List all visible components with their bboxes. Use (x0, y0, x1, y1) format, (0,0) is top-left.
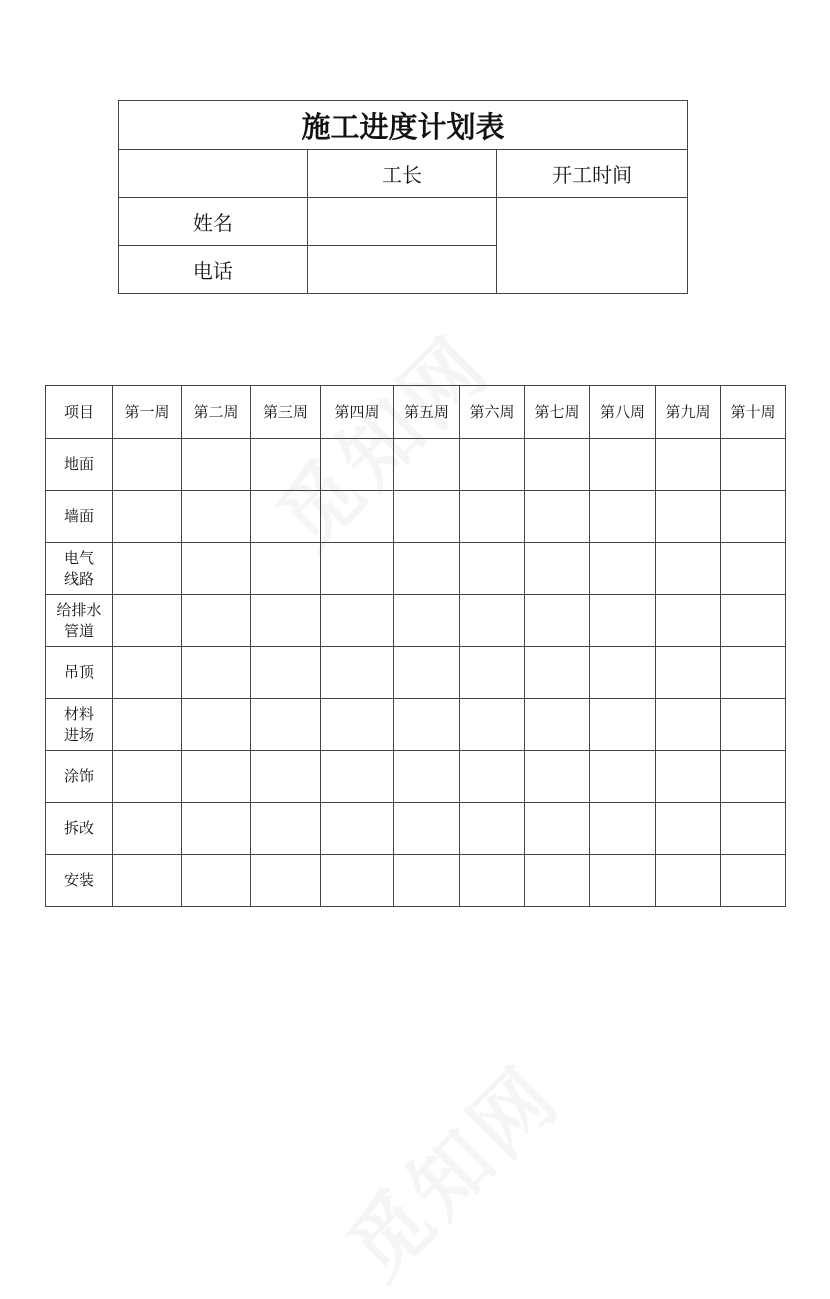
schedule-cell[interactable] (394, 439, 460, 491)
schedule-cell[interactable] (590, 751, 656, 803)
blank-cell[interactable] (119, 150, 308, 198)
schedule-cell[interactable] (656, 699, 721, 751)
schedule-cell[interactable] (590, 647, 656, 699)
schedule-cell[interactable] (525, 803, 590, 855)
item-label (46, 855, 113, 907)
schedule-cell[interactable] (460, 751, 525, 803)
schedule-cell[interactable] (656, 751, 721, 803)
schedule-cell[interactable] (251, 491, 321, 543)
foreman-label: 工长 (307, 150, 497, 198)
schedule-cell[interactable] (113, 647, 182, 699)
name-label: 姓名 (119, 198, 308, 246)
schedule-cell[interactable] (321, 855, 394, 907)
table-row (46, 491, 786, 543)
schedule-cell[interactable] (460, 803, 525, 855)
schedule-cell[interactable] (321, 543, 394, 595)
item-label-line: 吊顶 (63, 663, 94, 681)
schedule-cell[interactable] (656, 803, 721, 855)
schedule-cell[interactable] (113, 439, 182, 491)
schedule-cell[interactable] (460, 491, 525, 543)
item-label (46, 803, 113, 855)
item-label (46, 543, 113, 595)
item-label-line: 材料 (63, 704, 94, 723)
table-row (46, 439, 786, 491)
schedule-cell[interactable] (394, 491, 460, 543)
schedule-cell[interactable] (251, 803, 321, 855)
item-label-line: 管道 (63, 621, 94, 640)
schedule-cell[interactable] (394, 543, 460, 595)
item-label (46, 439, 113, 491)
item-label-line: 进场 (63, 725, 94, 744)
item-label (46, 699, 113, 751)
schedule-cell[interactable] (182, 855, 251, 907)
item-label-line: 拆改 (63, 819, 94, 837)
schedule-cell[interactable] (251, 699, 321, 751)
table-row (46, 543, 786, 595)
schedule-cell[interactable] (182, 491, 251, 543)
watermark (317, 1036, 581, 1299)
schedule-cell[interactable] (113, 491, 182, 543)
table-row (46, 647, 786, 699)
name-value-cell[interactable] (307, 198, 497, 246)
schedule-cell[interactable] (321, 491, 394, 543)
schedule-cell[interactable] (525, 647, 590, 699)
schedule-cell[interactable] (394, 803, 460, 855)
schedule-cell[interactable] (113, 595, 182, 647)
item-label-line: 地面 (63, 455, 94, 473)
schedule-cell[interactable] (656, 855, 721, 907)
corner-label: 项目 (46, 386, 113, 439)
schedule-cell[interactable] (182, 803, 251, 855)
schedule-cell[interactable] (590, 803, 656, 855)
schedule-cell[interactable] (113, 855, 182, 907)
item-label (46, 491, 113, 543)
schedule-cell[interactable] (656, 439, 721, 491)
week-header: 第四周 (321, 386, 394, 439)
item-label (46, 595, 113, 647)
schedule-cell[interactable] (321, 439, 394, 491)
schedule-cell[interactable] (113, 543, 182, 595)
schedule-cell[interactable] (182, 647, 251, 699)
schedule-cell[interactable] (590, 595, 656, 647)
schedule-cell[interactable] (251, 751, 321, 803)
info-table (118, 100, 688, 294)
schedule-cell[interactable] (590, 439, 656, 491)
schedule-cell[interactable] (182, 699, 251, 751)
schedule-grid (45, 385, 786, 907)
schedule-cell[interactable] (251, 543, 321, 595)
schedule-cell[interactable] (721, 595, 786, 647)
schedule-cell[interactable] (182, 751, 251, 803)
week-header: 第九周 (656, 386, 721, 439)
schedule-cell[interactable] (394, 751, 460, 803)
week-header: 第八周 (590, 386, 656, 439)
schedule-cell[interactable] (525, 491, 590, 543)
schedule-cell[interactable] (182, 543, 251, 595)
schedule-cell[interactable] (525, 699, 590, 751)
schedule-cell[interactable] (182, 595, 251, 647)
item-label-line: 安装 (63, 871, 94, 889)
schedule-cell[interactable] (525, 595, 590, 647)
table-row (46, 803, 786, 855)
schedule-cell[interactable] (590, 491, 656, 543)
schedule-cell[interactable] (251, 595, 321, 647)
schedule-cell[interactable] (394, 595, 460, 647)
schedule-cell[interactable] (460, 699, 525, 751)
schedule-cell[interactable] (525, 855, 590, 907)
schedule-cell[interactable] (321, 803, 394, 855)
schedule-cell[interactable] (113, 803, 182, 855)
schedule-cell[interactable] (721, 699, 786, 751)
schedule-cell[interactable] (656, 543, 721, 595)
table-row (46, 699, 786, 751)
item-label-line: 电气 (63, 548, 94, 567)
schedule-cell[interactable] (656, 647, 721, 699)
week-header: 第六周 (460, 386, 525, 439)
table-row (46, 751, 786, 803)
schedule-cell[interactable] (321, 595, 394, 647)
schedule-cell[interactable] (525, 439, 590, 491)
start-time-label: 开工时间 (497, 150, 688, 198)
schedule-cell[interactable] (460, 855, 525, 907)
item-label-line: 涂饰 (63, 767, 94, 785)
table-row (46, 855, 786, 907)
schedule-cell[interactable] (460, 543, 525, 595)
schedule-cell[interactable] (656, 491, 721, 543)
schedule-cell[interactable] (113, 751, 182, 803)
week-header: 第二周 (182, 386, 251, 439)
schedule-cell[interactable] (321, 699, 394, 751)
item-label-line: 给排水 (56, 600, 102, 619)
schedule-cell[interactable] (721, 491, 786, 543)
week-header: 第十周 (721, 386, 786, 439)
item-label (46, 647, 113, 699)
phone-value-cell[interactable] (307, 246, 497, 294)
schedule-cell[interactable] (721, 855, 786, 907)
item-label (46, 751, 113, 803)
table-row (46, 595, 786, 647)
schedule-cell[interactable] (460, 595, 525, 647)
page-title: 施工进度计划表 (119, 101, 688, 150)
schedule-cell[interactable] (721, 647, 786, 699)
schedule-cell[interactable] (721, 543, 786, 595)
schedule-cell[interactable] (590, 699, 656, 751)
schedule-cell[interactable] (394, 855, 460, 907)
schedule-cell[interactable] (721, 803, 786, 855)
schedule-cell[interactable] (656, 595, 721, 647)
start-time-value-cell[interactable] (497, 198, 688, 294)
phone-label: 电话 (119, 246, 308, 294)
schedule-cell[interactable] (394, 699, 460, 751)
week-header: 第七周 (525, 386, 590, 439)
schedule-cell[interactable] (525, 543, 590, 595)
schedule-cell[interactable] (251, 647, 321, 699)
schedule-cell[interactable] (590, 543, 656, 595)
schedule-cell[interactable] (394, 647, 460, 699)
schedule-cell[interactable] (321, 647, 394, 699)
week-header: 第一周 (113, 386, 182, 439)
schedule-cell[interactable] (251, 855, 321, 907)
schedule-cell[interactable] (721, 439, 786, 491)
schedule-cell[interactable] (182, 439, 251, 491)
item-label-line: 线路 (63, 569, 94, 588)
week-header: 第五周 (394, 386, 460, 439)
schedule-cell[interactable] (590, 855, 656, 907)
schedule-cell[interactable] (525, 751, 590, 803)
schedule-cell[interactable] (251, 439, 321, 491)
header-row (46, 386, 786, 439)
schedule-cell[interactable] (460, 647, 525, 699)
schedule-cell[interactable] (321, 751, 394, 803)
schedule-cell[interactable] (113, 699, 182, 751)
week-header: 第三周 (251, 386, 321, 439)
schedule-cell[interactable] (721, 751, 786, 803)
item-label-line: 墙面 (63, 507, 94, 525)
schedule-cell[interactable] (460, 439, 525, 491)
